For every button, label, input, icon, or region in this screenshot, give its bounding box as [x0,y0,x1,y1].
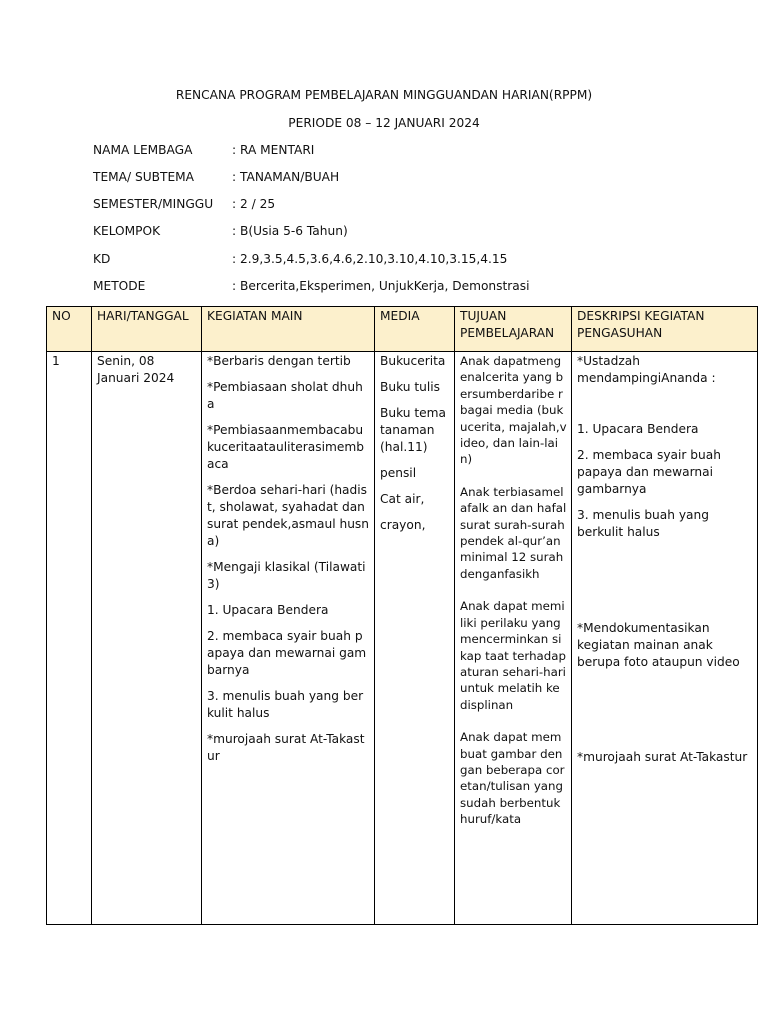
info-label: SEMESTER/MINGGU [93,197,214,211]
info-value: : 2.9,3.5,4.5,3.6,4.6,2.10,3.10,4.10,3.15,4.15 [232,252,508,266]
info-value: : TANAMAN/BUAH [232,170,340,184]
tujuan-item: Anak dapat memiliki perilaku yang mencerminkan sikap taat terhadap aturan sehari-hari untuk melatih kedisplinan [460,599,566,712]
info-value: : RA MENTARI [232,143,315,157]
kegiatan-item: *murojaah surat At-Takastur [207,732,365,763]
deskripsi-murojaah: *murojaah surat At-Takastur [577,750,748,764]
info-label: METODE [93,279,146,293]
cell-deskripsi [572,352,758,925]
info-row-metode [93,279,733,297]
kegiatan-item: 2. membaca syair buah papaya dan mewarnai gambarnya [207,629,367,677]
column-header-kegiatan: KEGIATAN MAIN [202,307,375,352]
info-label: TEMA/ SUBTEMA [93,170,194,184]
column-header-media: MEDIA [375,307,455,352]
column-header-deskripsi: DESKRIPSI KEGIATAN PENGASUHAN [572,307,758,352]
info-row-kd [93,252,733,270]
deskripsi-intro: *Ustadzah mendampingiAnanda : [577,354,716,385]
kegiatan-item: 1. Upacara Bendera [207,603,329,617]
info-value: : Bercerita,Eksperimen, UnjukKerja, Demonstrasi [232,279,530,293]
table-row [47,352,758,925]
column-header-date: HARI/TANGGAL [92,307,202,352]
media-item: Buku tulis [380,380,440,394]
info-row-kelompok [93,224,733,242]
cell-media [375,352,455,925]
document-title: RENCANA PROGRAM PEMBELAJARAN MINGGUANDAN HARIAN(RPPM) [175,88,593,102]
info-label: KELOMPOK [93,224,161,238]
tujuan-item: Anak dapat membuat gambar dengan beberapa coretan/tulisan yang sudah berbentuk huruf/kata [460,730,565,827]
media-item: pensil [380,466,417,480]
info-row-tema [93,170,733,188]
document-period: PERIODE 08 – 12 JANUARI 2024 [288,116,480,130]
kegiatan-item: 3. menulis buah yang berkulit halus [207,689,364,720]
deskripsi-item: 1. Upacara Bendera [577,422,699,436]
table-header-row [47,307,758,352]
info-value: : 2 / 25 [232,197,276,211]
info-row-nama-lembaga [93,143,733,161]
media-item: crayon, [380,518,426,532]
info-value: : B(Usia 5-6 Tahun) [232,224,348,238]
cell-no: 1 [47,352,92,925]
media-item: Bukucerita [380,354,446,368]
rppm-table [46,306,758,925]
info-label: KD [93,252,111,266]
cell-date: Senin, 08 Januari 2024 [92,352,202,925]
kegiatan-item: *Berbaris dengan tertib [207,354,351,368]
deskripsi-documentation: *Mendokumentasikan kegiatan mainan anak berupa foto ataupun video [577,621,740,669]
column-header-tujuan: TUJUAN PEMBELAJARAN [455,307,572,352]
media-item: Buku tema tanaman (hal.11) [380,406,446,454]
media-item: Cat air, [380,492,425,506]
kegiatan-item: *Berdoa sehari-hari (hadist, sholawat, syahadat dan surat pendek,asmaul husna) [207,483,369,548]
cell-tujuan [455,352,572,925]
info-row-semester [93,197,733,215]
deskripsi-item: 3. menulis buah yang berkulit halus [577,508,709,539]
cell-kegiatan [202,352,375,925]
deskripsi-item: 2. membaca syair buah papaya dan mewarnai gambarnya [577,448,721,496]
tujuan-item: Anak terbiasamelafalk an dan hafalsurat surah-surah pendek al-qur’an minimal 12 surah denganfasikh [460,484,567,581]
column-header-no: NO [47,307,92,352]
kegiatan-item: *Mengaji klasikal (Tilawati 3) [207,560,366,591]
kegiatan-item: *Pembiasaan sholat dhuha [207,380,363,411]
kegiatan-item: *Pembiasaanmembacabukuceritaatauliterasimembaca [207,423,364,471]
tujuan-item: Anak dapatmengenalcerita yang bersumberdaribe rbagai media (bukucerita, majalah,video, dan lain-lain) [460,354,567,467]
info-label: NAMA LEMBAGA [93,143,193,157]
